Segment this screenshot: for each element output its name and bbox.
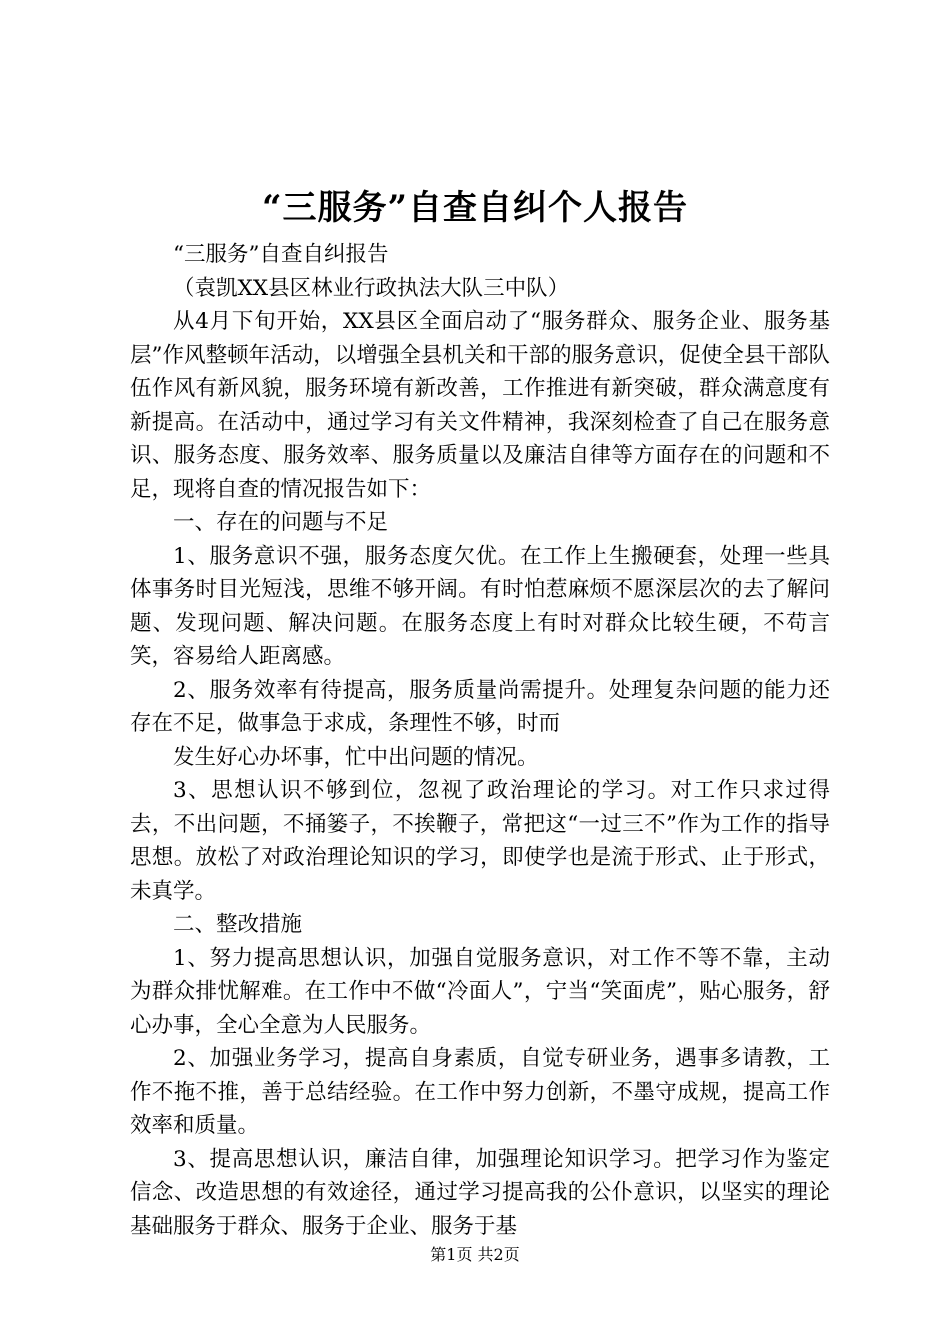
document-title: “三服务”自查自纠个人报告 bbox=[261, 188, 689, 228]
problem-item-3: 3、思想认识不够到位，忽视了政治理论的学习。对工作只求过得去，不出问题，不捅篓子，不挨鞭子，常把这“一过三不”作为工作的指导思想。放松了对政治理论知识的学习，即使学也是流于形式、止于形式，未真学。 bbox=[130, 778, 830, 904]
measure-item-1: 1、努力提高思想认识，加强自觉服务意识，对工作不等不靠，主动为群众排忧解难。在工作中不做“冷面人”，宁当“笑面虎”，贴心服务，舒心办事，全心全意为人民服务。 bbox=[130, 945, 830, 1038]
measure-item-2: 2、加强业务学习，提高自身素质，自觉专研业务，遇事多请教，工作不拖不推，善于总结经验。在工作中努力创新，不墨守成规，提高工作效率和质量。 bbox=[130, 1046, 830, 1138]
problem-item-1: 1、服务意识不强，服务态度欠优。在工作上生搬硬套，处理一些具体事务时目光短浅，思维不够开阔。有时怕惹麻烦不愿深层次的去了解问题、发现问题、解决问题。在服务态度上有时对群众比较生硬，不苟言笑，容易给人距离感。 bbox=[130, 543, 830, 669]
report-subtitle: “三服务”自查自纠报告 bbox=[173, 242, 389, 267]
page-footer: 第1页 共2页 bbox=[430, 1245, 520, 1264]
section-heading-problems: 一、存在的问题与不足 bbox=[173, 510, 389, 535]
intro-paragraph: 从4月下旬开始，XX县区全面启动了“服务群众、服务企业、服务基层”作风整顿年活动，以增强全县机关和干部的服务意识，促使全县干部队伍作风有新风貌，服务环境有新改善，工作推进有新突破，群众满意度有新提高。在活动中，通过学习有关文件精神，我深刻检查了自己在服务意识、服务态度、服务效率、服务质量以及廉洁自律等方面存在的问题和不足，现将自查的情况报告如下： bbox=[130, 309, 830, 502]
problem-item-2: 2、服务效率有待提高，服务质量尚需提升。处理复杂问题的能力还存在不足，做事急于求成，条理性不够，时而 bbox=[130, 677, 830, 736]
report-author-line: （袁凯XX县区林业行政执法大队三中队） bbox=[173, 275, 570, 301]
document-body bbox=[130, 238, 830, 1243]
problem-item-2-continued: 发生好心办坏事，忙中出问题的情况。 bbox=[173, 744, 539, 770]
section-heading-measures: 二、整改措施 bbox=[173, 912, 303, 937]
measure-item-3: 3、提高思想认识，廉洁自律，加强理论知识学习。把学习作为鉴定信念、改造思想的有效途径，通过学习提高我的公仆意识，以坚实的理论基础服务于群众、服务于企业、服务于基 bbox=[130, 1146, 830, 1239]
